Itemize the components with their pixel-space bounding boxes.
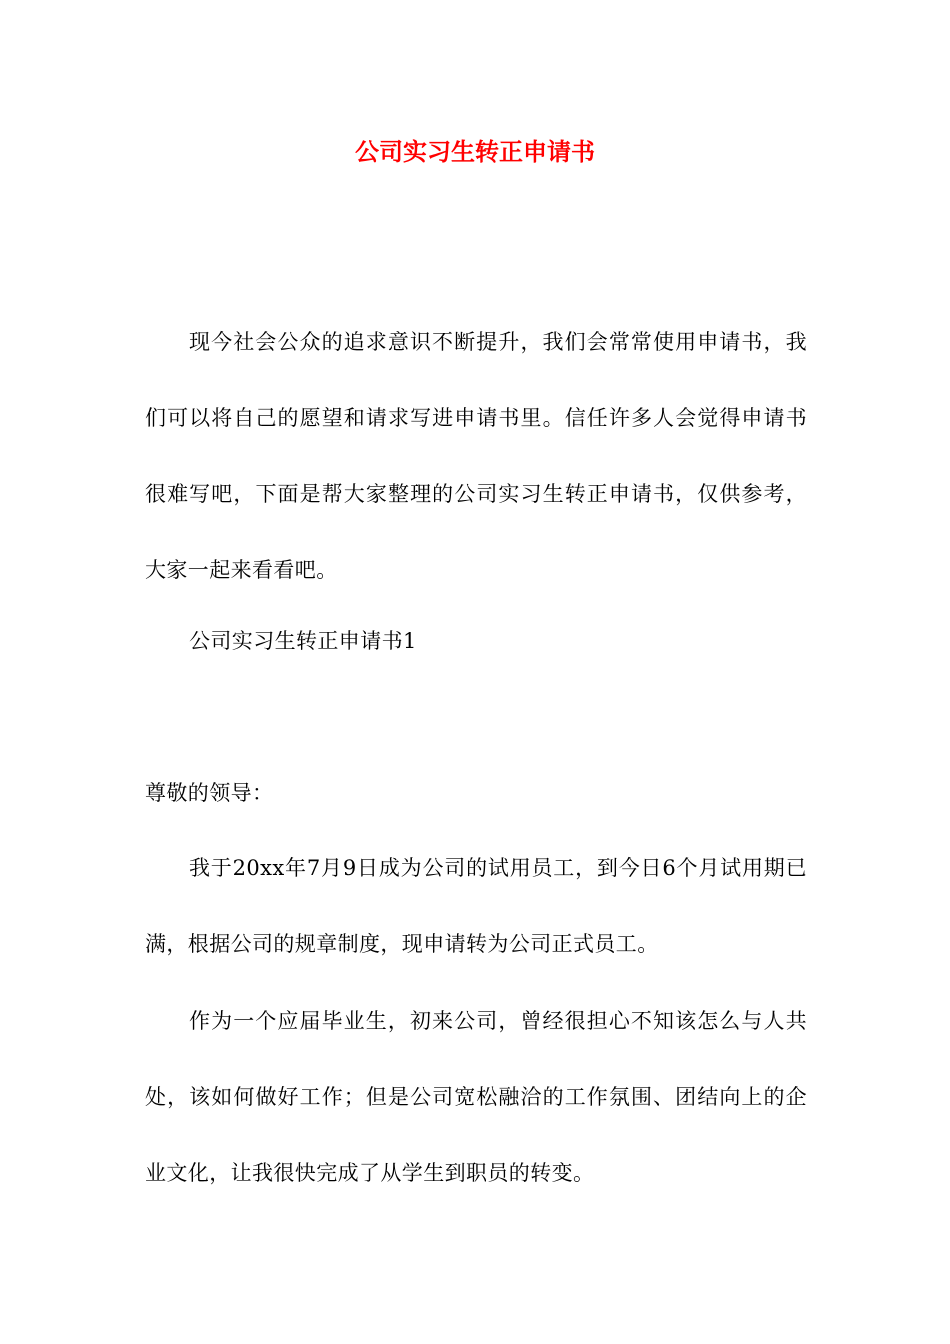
salutation: 尊敬的领导： [145,781,274,805]
body-paragraph-2: 作为一个应届毕业生，初来公司，曾经很担心不知该怎么与人共处，该如何做好工作；但是公司宽松融洽的工作氛围、团结向上的企业文化，让我很快完成了从学生到职员的转变。 [145,1009,807,1185]
document-title: 公司实习生转正申请书 [355,138,595,166]
body-paragraph-1: 我于20xx年7月9日成为公司的试用员工，到今日6个月试用期已满，根据公司的规章制度，现申请转为公司正式员工。 [145,856,807,956]
section-heading: 公司实习生转正申请书1 [189,629,417,653]
intro-paragraph: 现今社会公众的追求意识不断提升，我们会常常使用申请书，我们可以将自己的愿望和请求写进申请书里。信任许多人会觉得申请书很难写吧，下面是帮大家整理的公司实习生转正申请书，仅供参考，大家一起来看看吧。 [145,330,807,582]
